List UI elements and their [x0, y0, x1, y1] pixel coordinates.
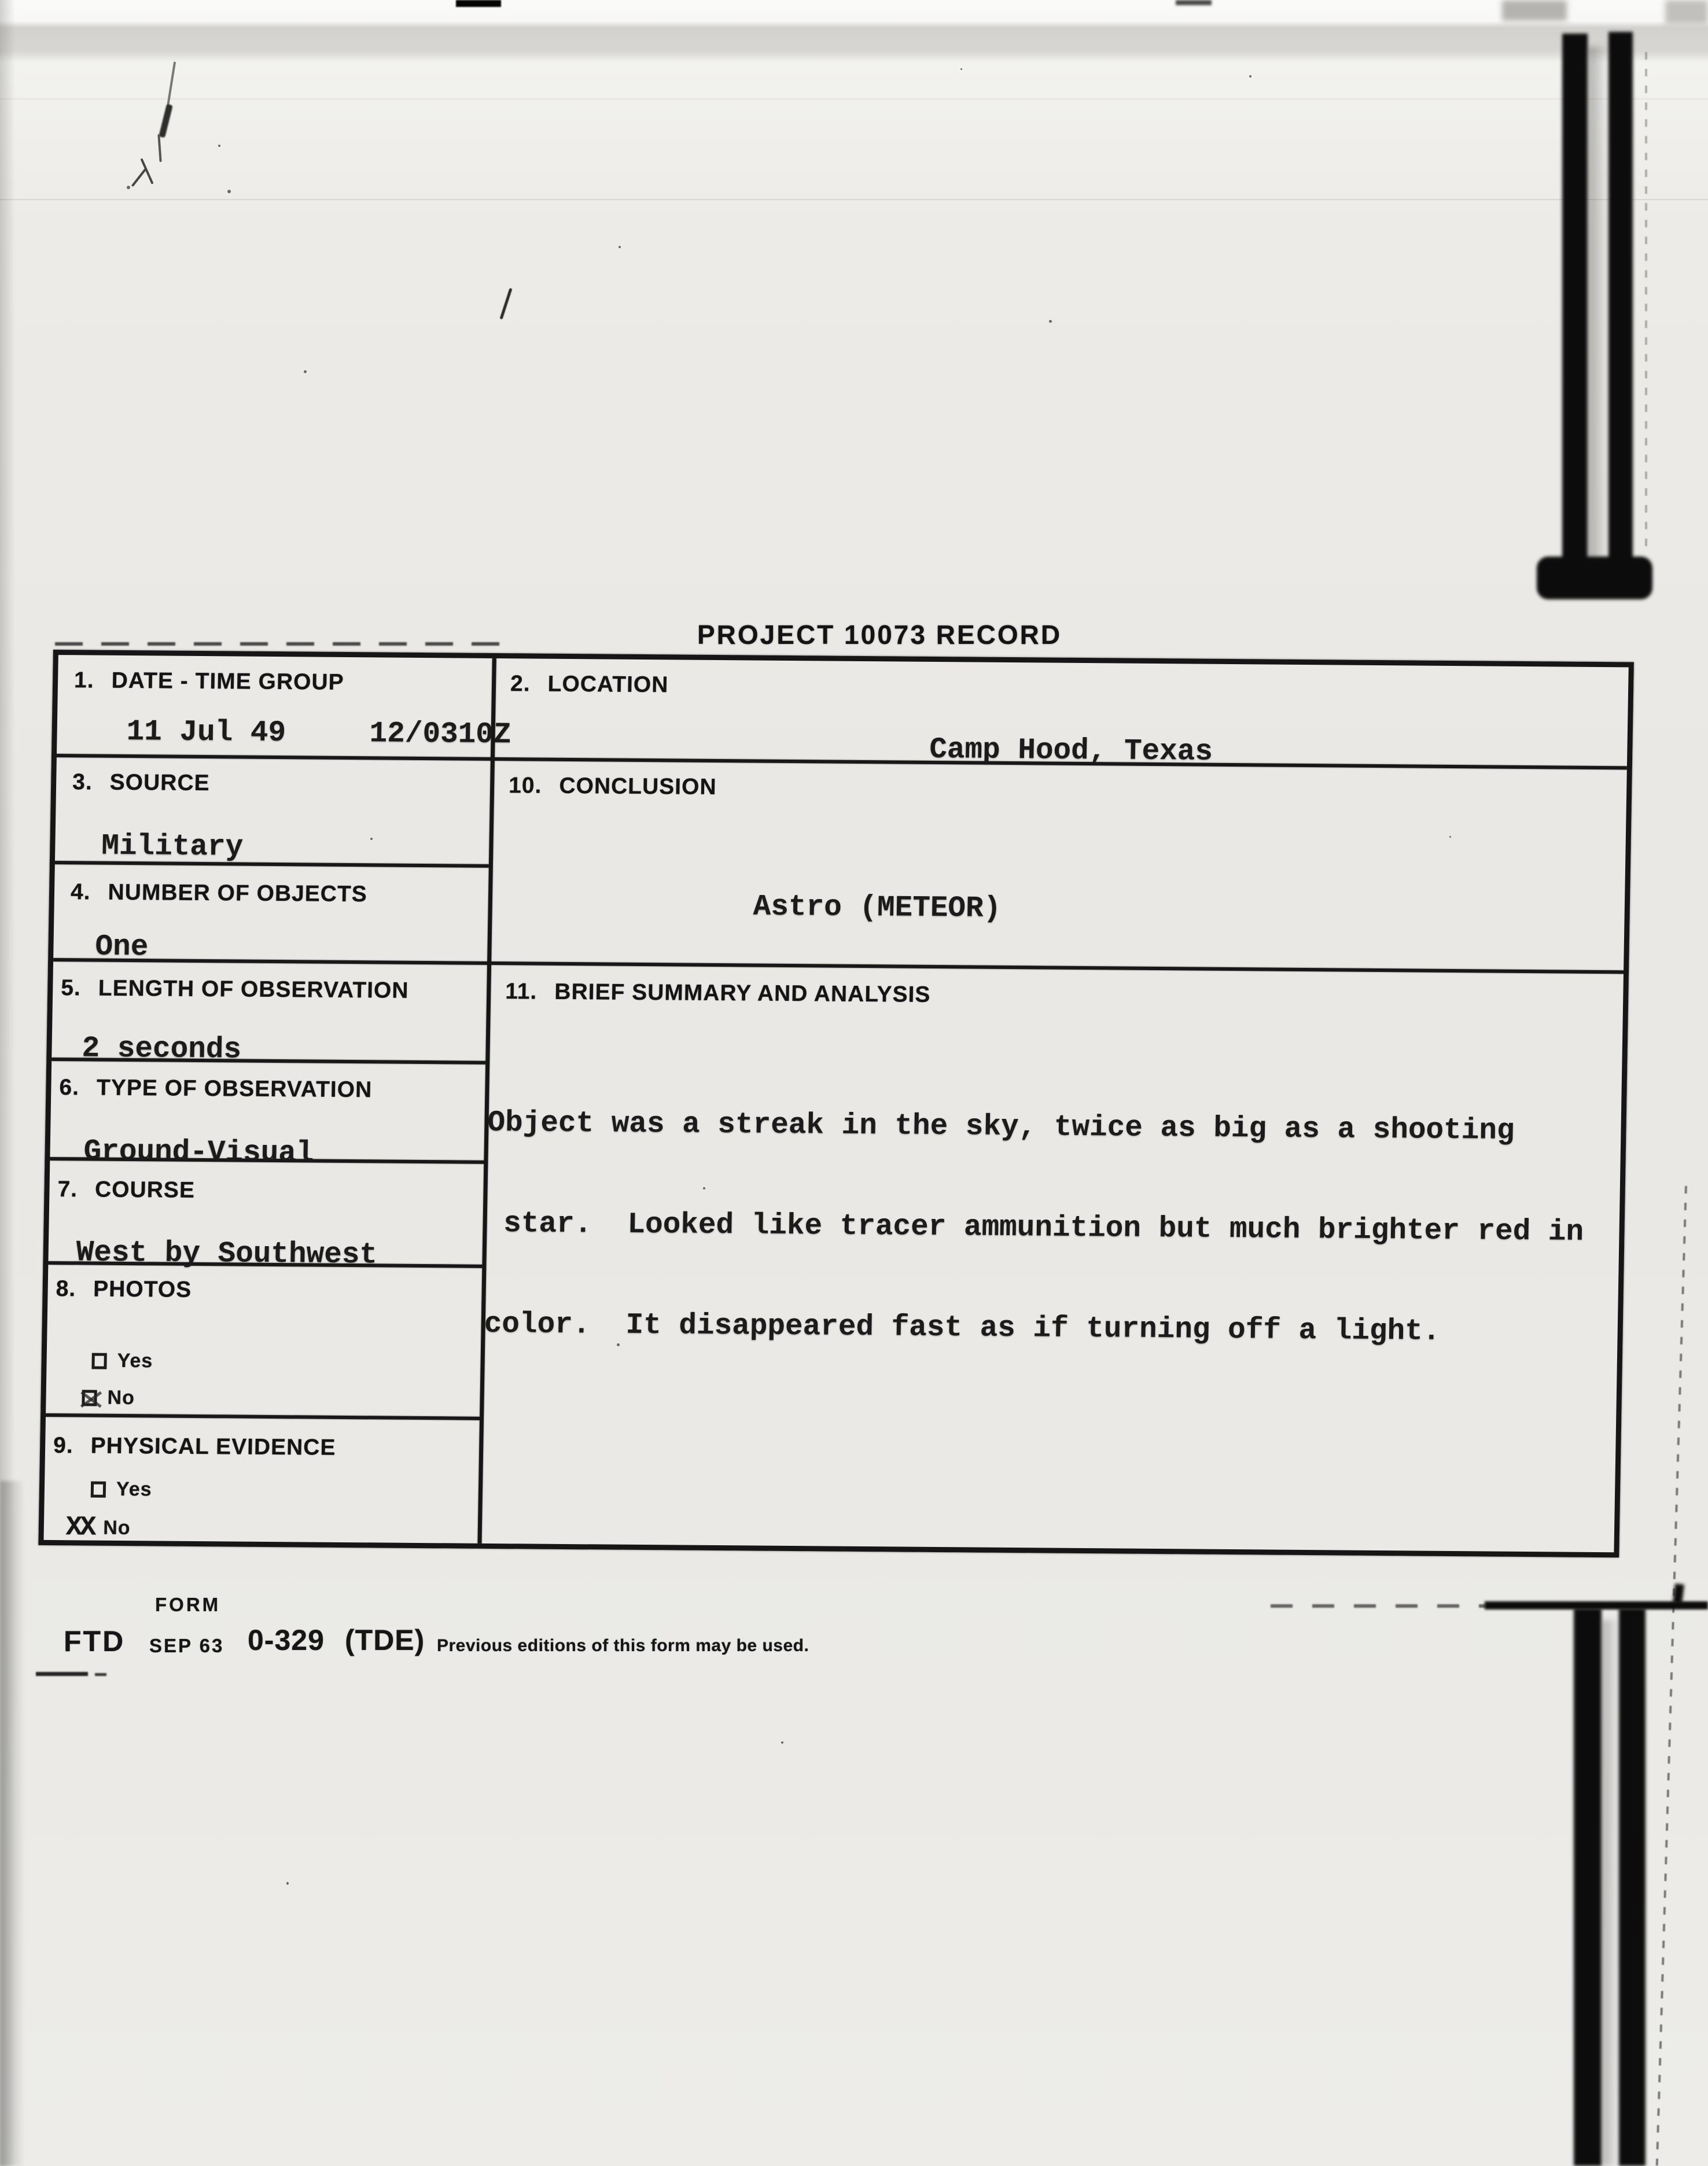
length-of-observation-value: 2 seconds	[82, 1032, 242, 1067]
conclusion-value: Astro (METEOR)	[753, 890, 1002, 926]
footer-edition-date: SEP 63	[149, 1635, 224, 1656]
summary-line: color. It disappeared fast as if turning off a light.	[484, 1307, 1441, 1349]
ink-speck	[227, 190, 231, 193]
ink-speck	[286, 1882, 289, 1885]
field-label-type-of-observation: 6. TYPE OF OBSERVATION	[59, 1075, 373, 1103]
footer-form-suffix: (TDE)	[345, 1624, 425, 1656]
ink-speck	[619, 246, 621, 248]
field-label-date-time-group: 1. DATE - TIME GROUP	[73, 668, 344, 695]
film-line-dashes	[1271, 1604, 1486, 1608]
record-form-table	[38, 650, 1634, 1557]
footer-form-number: 0-329	[248, 1624, 325, 1656]
checkbox-empty-icon	[91, 1481, 106, 1497]
physical-evidence-yes-option	[91, 1478, 152, 1501]
field-label-photos: 8. PHOTOS	[56, 1276, 192, 1302]
pen-check-mark	[131, 168, 147, 187]
row-line	[53, 958, 1624, 974]
field-number: 1.	[73, 668, 95, 693]
film-bar	[1619, 1608, 1646, 2166]
physical-evidence-no-label: No	[102, 1516, 131, 1539]
ink-speck	[960, 68, 962, 70]
location-value: Camp Hood, Texas	[929, 733, 1213, 769]
field-label-source: 3. SOURCE	[72, 769, 210, 796]
field-label-brief-summary: 11. BRIEF SUMMARY AND ANALYSIS	[505, 979, 931, 1007]
field-label-course: 7. COURSE	[57, 1177, 196, 1203]
brief-summary-text	[483, 1040, 1586, 1417]
field-number: 6.	[59, 1075, 80, 1100]
field-number: 2.	[510, 671, 531, 697]
checkbox-checked-icon	[82, 1390, 97, 1406]
top-edge-mark-2	[1176, 0, 1212, 5]
ink-speck	[1249, 75, 1251, 78]
footer-note: Previous editions of this form may be used.	[437, 1636, 809, 1655]
number-of-objects-value: One	[95, 930, 149, 964]
field-label-location: 2. LOCATION	[510, 671, 669, 698]
field-number: 10.	[508, 773, 542, 798]
film-bar-base	[1537, 557, 1652, 599]
top-right-smudge	[1502, 0, 1567, 21]
film-edge-dotted-line	[1656, 1186, 1687, 2165]
footer-form-word: FORM	[155, 1594, 221, 1615]
film-bar	[1574, 1608, 1602, 2166]
faint-scanline-1	[0, 98, 1708, 100]
field-label-number-of-objects: 4. NUMBER OF OBJECTS	[70, 879, 368, 907]
photos-yes-option	[91, 1350, 153, 1373]
photos-no-option	[82, 1386, 135, 1409]
left-bottom-shadow	[0, 1481, 24, 2166]
page-title: PROJECT 10073 RECORD	[697, 620, 1062, 650]
top-right-smudge-2	[1665, 0, 1708, 24]
film-bar-haze	[1602, 1620, 1619, 2166]
field-number: 9.	[53, 1433, 74, 1458]
worn-border-dashes	[55, 642, 500, 646]
source-value: Military	[101, 830, 244, 864]
field-number: 5.	[60, 975, 82, 1001]
ink-speck	[304, 370, 307, 373]
field-label-length-of-observation: 5. LENGTH OF OBSERVATION	[60, 975, 409, 1003]
photos-yes-label: Yes	[117, 1349, 153, 1372]
type-of-observation-value: Ground-Visual	[83, 1135, 314, 1170]
typed-x-mark: XX	[65, 1512, 94, 1544]
field-number: 11.	[505, 979, 538, 1004]
physical-evidence-yes-label: Yes	[116, 1478, 152, 1501]
pen-squiggle	[159, 104, 173, 138]
faint-scanline-2	[0, 199, 1708, 200]
date-value: 11 Jul 49	[126, 716, 286, 750]
ink-speck	[218, 145, 220, 147]
row-line	[46, 1413, 480, 1420]
field-label-conclusion: 10. CONCLUSION	[508, 773, 717, 800]
film-edge-dotted-line	[1645, 52, 1647, 550]
footer-org: FTD	[64, 1625, 126, 1657]
photos-no-label: No	[107, 1386, 135, 1409]
field-number: 3.	[72, 769, 93, 795]
ink-speck	[1049, 320, 1052, 323]
physical-evidence-no-option	[65, 1512, 131, 1544]
summary-line: Object was a streak in the sky, twice as big as a shooting	[487, 1106, 1515, 1148]
pen-slash-mark	[499, 288, 512, 320]
ink-speck	[127, 186, 130, 189]
pen-squiggle	[157, 134, 161, 162]
field-label-physical-evidence: 9. PHYSICAL EVIDENCE	[53, 1433, 336, 1460]
film-bar	[1562, 34, 1588, 583]
row-line	[57, 754, 1627, 769]
course-value: West by Southwest	[76, 1236, 378, 1272]
footer-dash-mark	[95, 1673, 106, 1676]
field-number: 7.	[57, 1177, 78, 1202]
footer-dash-mark	[36, 1672, 88, 1676]
summary-line: star. Looked like tracer ammunition but much brighter red in	[485, 1207, 1584, 1249]
field-number: 4.	[70, 879, 91, 905]
top-edge-mark	[456, 0, 501, 7]
checkbox-empty-icon	[91, 1353, 106, 1369]
time-value: 12/0310Z	[369, 717, 511, 752]
film-bar	[1608, 32, 1633, 580]
film-bar-haze	[1588, 46, 1608, 567]
field-number: 8.	[56, 1276, 76, 1302]
ink-speck	[781, 1741, 783, 1744]
